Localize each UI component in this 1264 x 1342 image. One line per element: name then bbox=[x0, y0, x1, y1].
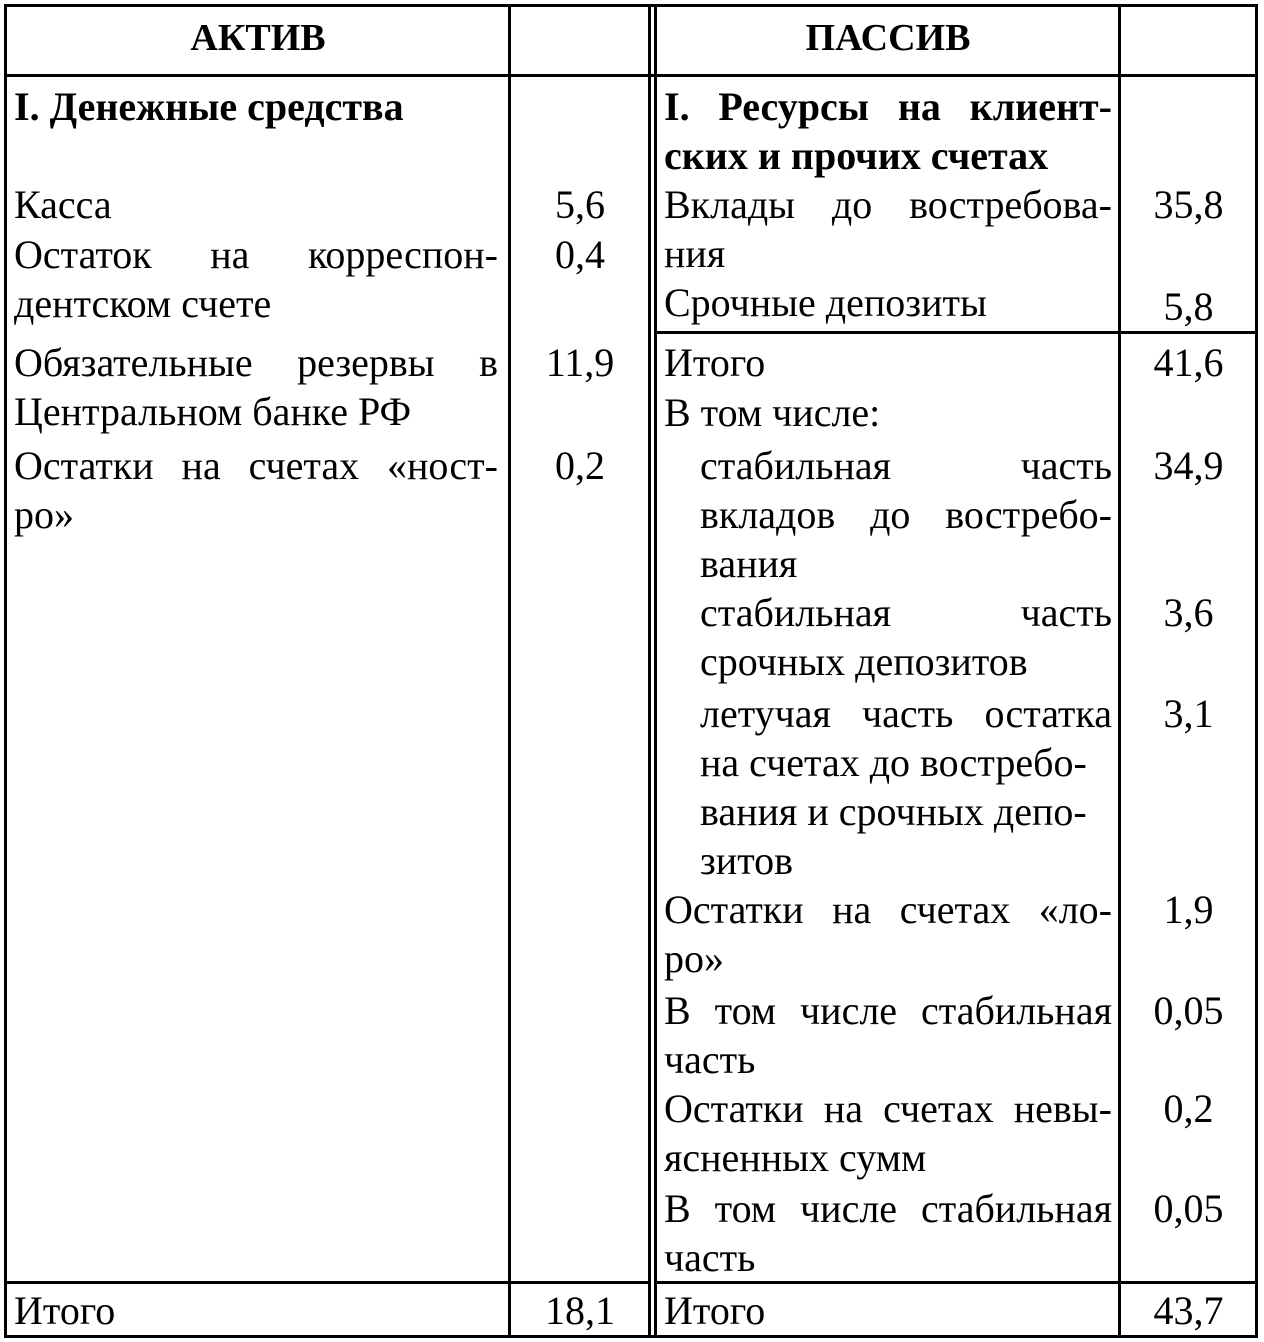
liabilities-subrow-label bbox=[700, 441, 1112, 490]
assets-row-label bbox=[14, 441, 498, 490]
liabilities-subtotal-value: 41,6 bbox=[1153, 340, 1224, 385]
liabilities-row-value: 1,9 bbox=[1163, 887, 1214, 932]
label-word: резервы bbox=[297, 340, 435, 385]
liabilities-header: ПАССИВ bbox=[805, 17, 971, 59]
label-word: том bbox=[714, 988, 777, 1033]
label-word: на bbox=[181, 443, 221, 488]
liabilities-left-border bbox=[654, 4, 657, 1338]
liabilities-subrow-value: 3,6 bbox=[1163, 590, 1214, 635]
label-word: счетах bbox=[883, 1086, 994, 1131]
assets-row-label bbox=[14, 338, 498, 387]
assets-row-value: 11,9 bbox=[545, 340, 615, 385]
label-word: вкладов bbox=[700, 492, 836, 537]
label-word: I. bbox=[664, 84, 690, 129]
assets-row-label-cont: дентском счете bbox=[14, 281, 272, 326]
liabilities-subrow-label-cont: вания и срочных депо- bbox=[700, 789, 1087, 834]
liabilities-section-title-cont: ских и прочих счетах bbox=[664, 133, 1049, 178]
assets-row-value: 0,2 bbox=[555, 443, 605, 488]
label-word: на bbox=[897, 84, 941, 129]
liabilities-subtotal-label: Итого bbox=[664, 340, 766, 385]
label-word: числе bbox=[800, 1186, 898, 1231]
label-word: Остатки bbox=[664, 1086, 804, 1131]
liabilities-row-label-cont: ния bbox=[664, 231, 726, 276]
label-word: стабильная bbox=[700, 443, 891, 488]
table-right-border bbox=[1255, 4, 1258, 1338]
label-word: В bbox=[664, 1186, 691, 1231]
liabilities-row-label: Срочные депозиты bbox=[664, 280, 987, 325]
liabilities-subrow-label-cont: срочных депозитов bbox=[700, 639, 1028, 684]
label-word: на bbox=[823, 1086, 863, 1131]
liabilities-total-value: 43,7 bbox=[1153, 1288, 1224, 1333]
assets-row-label-cont: ро» bbox=[14, 492, 74, 537]
liabilities-subrow-label-cont bbox=[700, 490, 1112, 539]
liabilities-subrow-value: 3,1 bbox=[1163, 691, 1214, 736]
label-word: востребо- bbox=[945, 492, 1112, 537]
liabilities-row-value: 5,8 bbox=[1163, 284, 1214, 329]
table-top-border bbox=[4, 4, 1258, 7]
liabilities-row-label bbox=[664, 986, 1112, 1035]
liabilities-row-label bbox=[664, 885, 1112, 934]
label-word: Ресурсы bbox=[718, 84, 869, 129]
label-word: до bbox=[870, 492, 911, 537]
liabilities-row-value: 0,05 bbox=[1153, 988, 1224, 1033]
liabilities-section-title bbox=[664, 82, 1112, 131]
table-bottom-border bbox=[4, 1335, 1258, 1338]
assets-value-divider bbox=[508, 4, 511, 1338]
liabilities-subrow-value: 34,9 bbox=[1153, 443, 1224, 488]
label-word: часть bbox=[1020, 443, 1112, 488]
label-word: счетах bbox=[248, 443, 360, 488]
label-word: стабильная bbox=[700, 590, 891, 635]
liabilities-row-value: 0,05 bbox=[1153, 1186, 1224, 1231]
liabilities-row-label-cont: часть bbox=[664, 1037, 756, 1082]
label-word: часть bbox=[862, 691, 954, 736]
assets-section-title: I. Денежные средства bbox=[14, 84, 404, 129]
label-word: Остатки bbox=[664, 887, 804, 932]
label-word: на bbox=[832, 887, 872, 932]
assets-total-value: 18,1 bbox=[545, 1288, 615, 1333]
label-word: Обязательные bbox=[14, 340, 253, 385]
label-word: том bbox=[714, 1186, 777, 1231]
label-word: корреспон- bbox=[307, 232, 498, 277]
liabilities-subrow-label-cont: зитов bbox=[700, 838, 794, 883]
liabilities-row-label bbox=[664, 1184, 1112, 1233]
assets-row-label: Касса bbox=[14, 182, 112, 227]
label-word: Остаток bbox=[14, 232, 152, 277]
assets-row-value: 0,4 bbox=[555, 232, 605, 277]
liabilities-subrow-label-cont: на счетах до востребо- bbox=[700, 740, 1087, 785]
table-left-border bbox=[4, 4, 7, 1338]
label-word: остатка bbox=[984, 691, 1112, 736]
assets-total-border bbox=[4, 1281, 651, 1284]
liabilities-row-label-cont: ро» bbox=[664, 936, 724, 981]
label-word: востребова- bbox=[909, 182, 1112, 227]
label-word: стабильная bbox=[920, 1186, 1112, 1231]
label-word: невы- bbox=[1013, 1086, 1112, 1131]
label-word: «ност- bbox=[387, 443, 498, 488]
liabilities-value-divider bbox=[1118, 4, 1121, 1338]
label-word: летучая bbox=[700, 691, 831, 736]
liabilities-row-value: 0,2 bbox=[1163, 1086, 1214, 1131]
liabilities-subrow-label bbox=[700, 588, 1112, 637]
label-word: В bbox=[664, 988, 691, 1033]
liabilities-row-label bbox=[664, 1084, 1112, 1133]
label-word: числе bbox=[800, 988, 898, 1033]
header-bottom-border bbox=[4, 74, 1258, 77]
liabilities-row-value: 35,8 bbox=[1153, 182, 1224, 227]
label-word: часть bbox=[1020, 590, 1112, 635]
liabilities-row-label-cont: ясненных сумм bbox=[664, 1135, 927, 1180]
label-word: стабильная bbox=[920, 988, 1112, 1033]
label-word: Остатки bbox=[14, 443, 154, 488]
liabilities-subrow-label bbox=[700, 689, 1112, 738]
label-word: счетах bbox=[899, 887, 1011, 932]
label-word: клиент- bbox=[969, 84, 1112, 129]
label-word: Вклады bbox=[664, 182, 796, 227]
assets-right-border bbox=[648, 4, 651, 1338]
liabilities-including-label: В том числе: bbox=[664, 390, 881, 435]
liabilities-row-label bbox=[664, 180, 1112, 229]
assets-header: АКТИВ bbox=[190, 17, 326, 59]
label-word: до bbox=[831, 182, 873, 227]
assets-row-label-cont: Центральном банке РФ bbox=[14, 389, 412, 434]
liabilities-subtotal-border bbox=[654, 331, 1258, 334]
assets-row-value: 5,6 bbox=[555, 182, 605, 227]
liabilities-subrow-label-cont: вания bbox=[700, 541, 798, 586]
assets-row-label bbox=[14, 230, 498, 279]
assets-total-label: Итого bbox=[14, 1288, 116, 1333]
label-word: в bbox=[479, 340, 498, 385]
liabilities-total-label: Итого bbox=[664, 1288, 766, 1333]
label-word: на bbox=[210, 232, 250, 277]
label-word: «ло- bbox=[1038, 887, 1112, 932]
liabilities-row-label-cont: часть bbox=[664, 1235, 756, 1280]
